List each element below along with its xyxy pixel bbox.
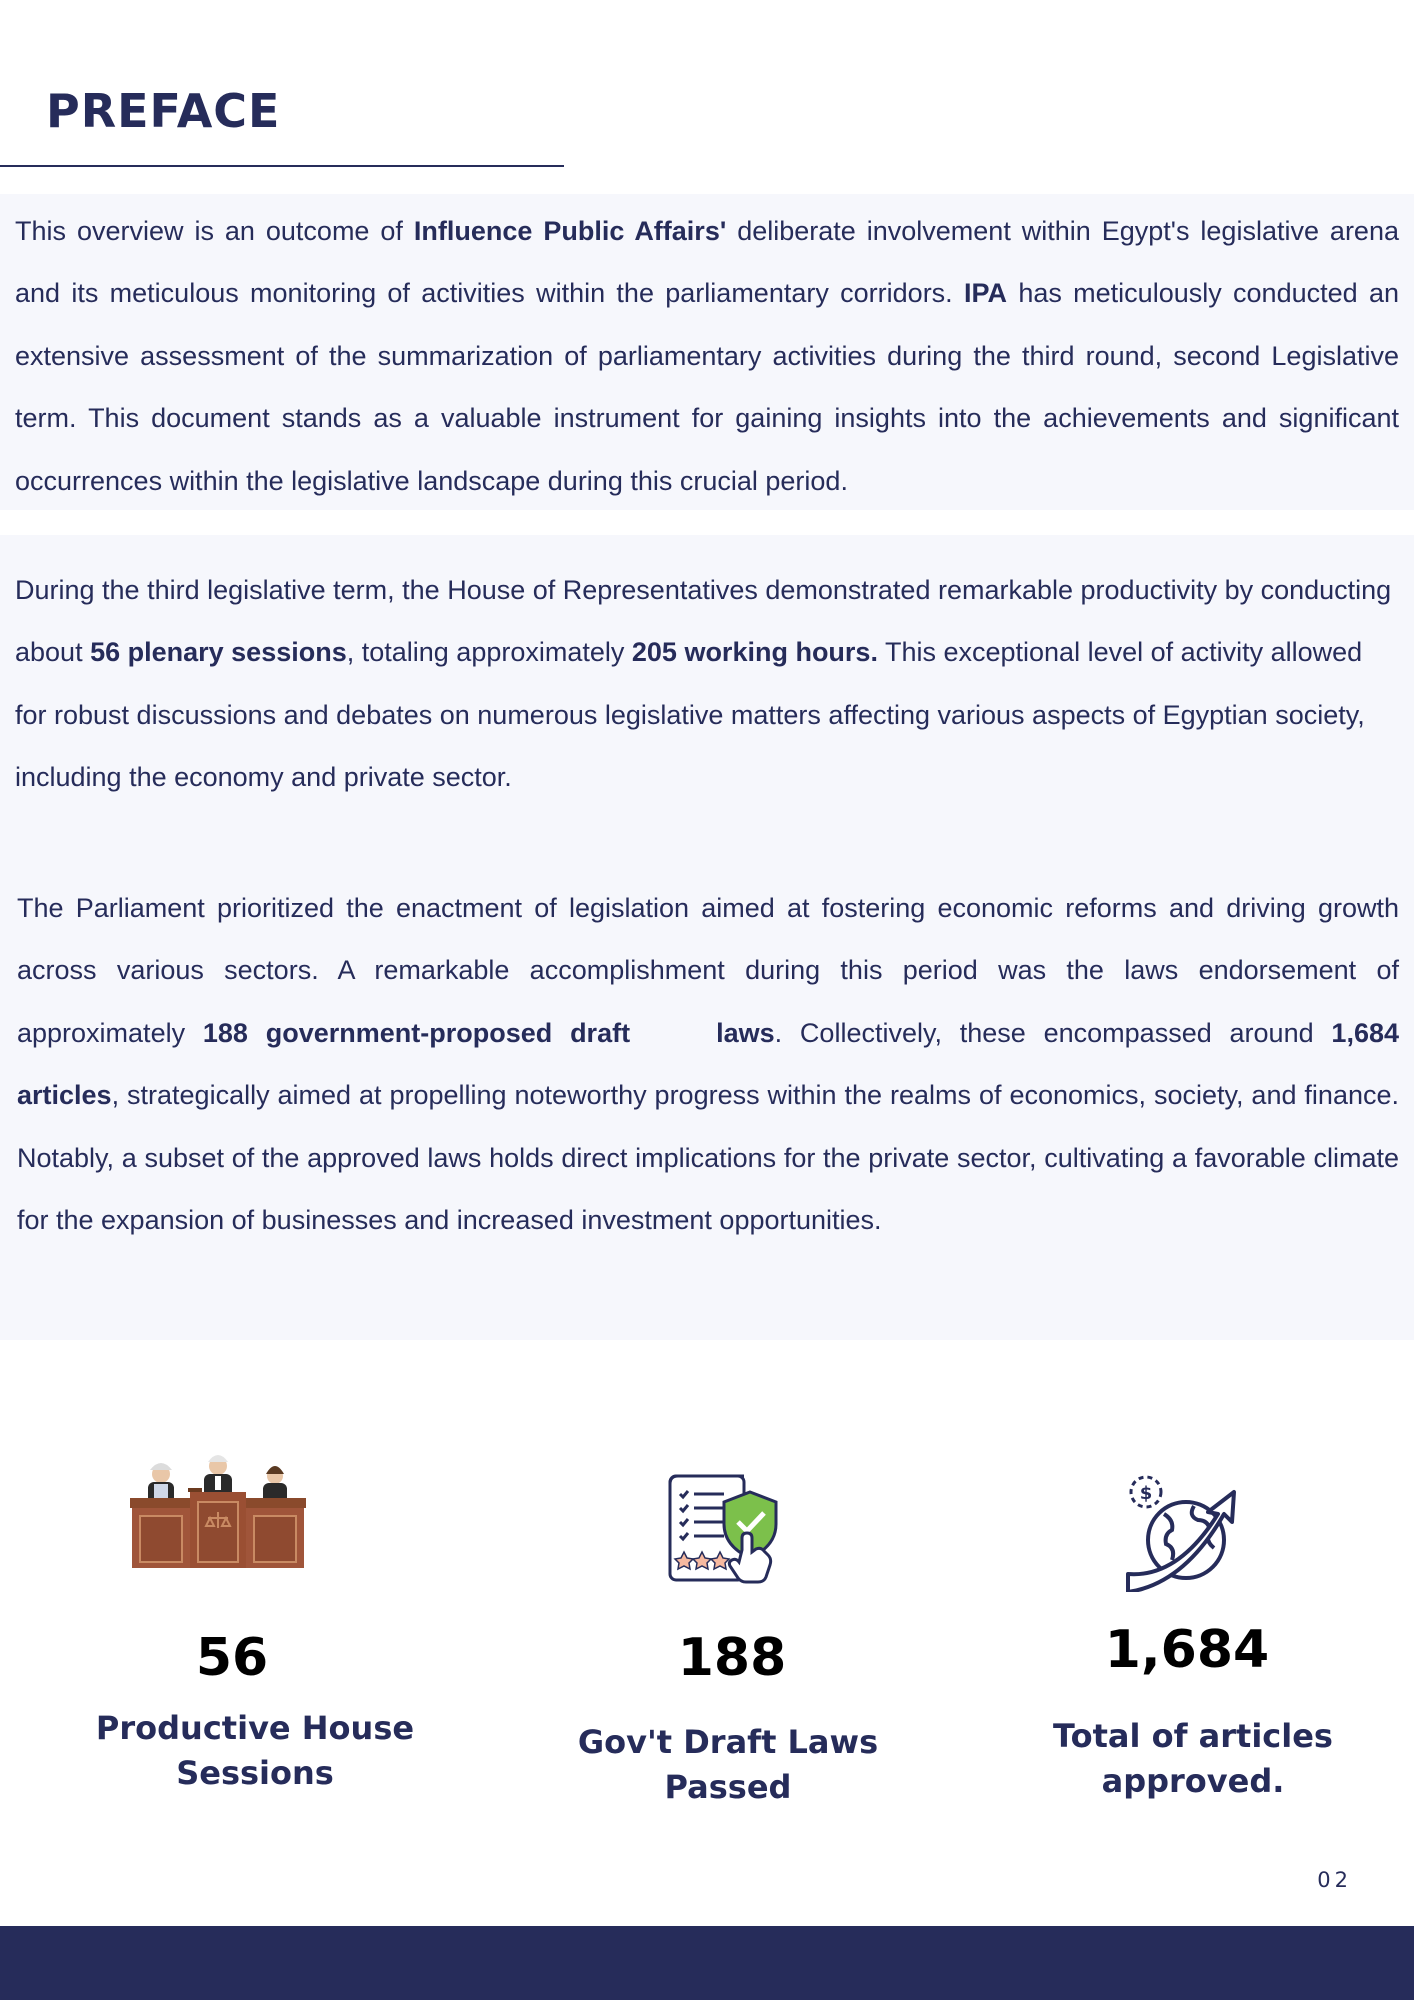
approved-document-icon <box>664 1470 784 1594</box>
bold-text: 1,684 articles <box>17 1017 1399 1111</box>
bold-text: 205 working hours. <box>631 637 878 668</box>
text-span: During the third legislative term, the House of Representatives demonstrated remarkable productivity by conducting about <box>15 575 1392 668</box>
global-growth-icon <box>1124 1470 1244 1592</box>
text-span: , totaling approximately <box>346 637 632 668</box>
sessions-count: 56 <box>195 1628 269 1688</box>
text-span: deliberate involvement within Egypt's legislative arena and its meticulous monitoring of activities within the parliamentary corridors. <box>15 216 1399 309</box>
text-span: The Parliament prioritized the enactment of legislation aimed at fostering economic reforms and driving growth across various sectors. A remarkable accomplishment during this period was the laws endorsement of approximately <box>17 893 1399 1048</box>
parliament-judges-icon <box>128 1452 308 1572</box>
text-span: This exceptional level of activity allowed for robust discussions and debates on numerous legislative matters affecting various aspects of Egyptian society, including the economy and private sector. <box>15 637 1365 793</box>
sessions-paragraph <box>15 559 1399 809</box>
page-title: PREFACE <box>46 84 281 138</box>
svg-text:$: $ <box>1139 1483 1153 1504</box>
intro-paragraph <box>15 200 1399 512</box>
footer-bar <box>0 1926 1414 2000</box>
text-span: has meticulously conducted an extensive assessment of the summarization of parliamentary activities during the third round, second Legislative term. This document stands as a valuable instrument for gaining insights into the achievements and significant occurrences within the legislative landscape during this crucial period. <box>15 278 1399 496</box>
text-span: , strategically aimed at propelling noteworthy progress within the realms of economics, society, and finance. Notably, a subset of the approved laws holds direct implications for the private sector, cultivating a favorable climate for the expansion of businesses and increased investment opportunities. <box>17 1080 1399 1236</box>
bold-text: 188 government-proposed draft <box>202 1017 631 1048</box>
bold-text: Influence Public Affairs' <box>413 216 727 246</box>
sessions-label: Productive House Sessions <box>95 1709 415 1792</box>
bold-text: laws <box>716 1017 775 1048</box>
page-number: 02 <box>1317 1868 1352 1892</box>
text-span: This overview is an outcome of <box>15 216 414 246</box>
articles-label: Total of articles approved. <box>1053 1717 1333 1800</box>
articles-count: 1,684 <box>1104 1620 1270 1680</box>
draft-laws-count: 188 <box>677 1628 787 1688</box>
draft-laws-label: Gov't Draft Laws Passed <box>577 1723 879 1806</box>
bold-text: 56 plenary sessions <box>90 637 347 668</box>
title-divider <box>0 165 564 167</box>
legislation-paragraph <box>17 877 1399 1251</box>
bold-text: IPA <box>964 278 1008 309</box>
text-span: . Collectively, these encompassed around <box>774 1017 1332 1048</box>
